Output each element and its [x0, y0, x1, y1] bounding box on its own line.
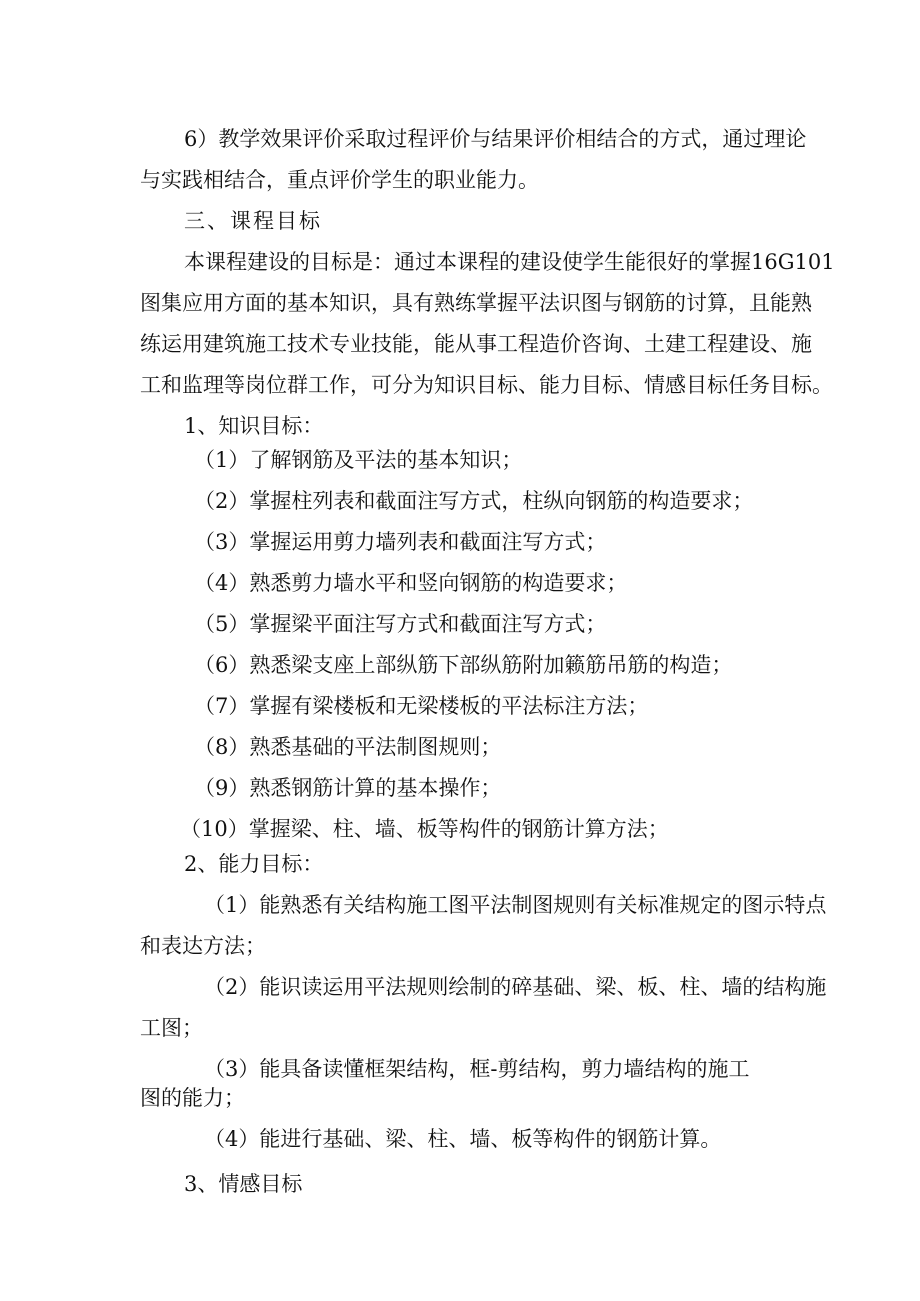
knowledge-item: （4）熟悉剪力墙水平和竖向钢筋的构造要求；	[194, 571, 628, 595]
knowledge-item: （2）掌握柱列表和截面注写方式，柱纵向钢筋的构造要求；	[194, 489, 754, 513]
ability-title: 2、能力目标：	[184, 852, 324, 876]
ability-item-3-line-1: （3）能具备读懂框架结构，框-剪结构，剪力墙结构的施工	[204, 1057, 750, 1081]
paragraph-6-line-2: 与实践相结合，重点评价学生的职业能力。	[140, 168, 539, 192]
intro-line-4: 工和监理等岗位群工作，可分为知识目标、能力目标、情感目标任务目标。	[140, 373, 833, 397]
section-title: 三、课程目标	[184, 209, 322, 233]
knowledge-item: （8）熟悉基础的平法制图规则；	[194, 735, 502, 759]
intro-line-1: 本课程建设的目标是：通过本课程的建设使学生能很好的掌握16G101	[184, 250, 835, 274]
knowledge-title: 1、知识目标：	[184, 414, 324, 438]
intro-line-3: 练运用建筑施工技术专业技能，能从事工程造价咨询、土建工程建设、施	[140, 332, 812, 356]
ability-item-1-line-2: 和表达方法；	[140, 934, 266, 958]
knowledge-item: （1）了解钢筋及平法的基本知识；	[194, 448, 523, 472]
ability-item-3-line-2: 图的能力；	[140, 1086, 245, 1110]
knowledge-item: （5）掌握梁平面注写方式和截面注写方式；	[194, 612, 607, 636]
ability-item-2-line-2: 工图；	[140, 1016, 203, 1040]
intro-line-2: 图集应用方面的基本知识，具有熟练掌握平法识图与钢筋的讨算，且能熟	[140, 291, 812, 315]
paragraph-6-line-1: 6）教学效果评价采取过程评价与结果评价相结合的方式，通过理论	[184, 127, 807, 151]
emotion-title: 3、情感目标	[184, 1172, 303, 1196]
knowledge-item: （10）掌握梁、柱、墙、板等构件的钢筋计算方法；	[180, 817, 669, 841]
knowledge-item: （9）熟悉钢筋计算的基本操作；	[194, 776, 502, 800]
ability-item-1-line-1: （1）能熟悉有关结构施工图平法制图规则有关标准规定的图示特点	[204, 893, 827, 917]
knowledge-item: （6）熟悉梁支座上部纵筋下部纵筋附加籁筋吊筋的构造；	[194, 653, 733, 677]
knowledge-item: （7）掌握有梁楼板和无梁楼板的平法标注方法；	[194, 694, 649, 718]
ability-item-4: （4）能进行基础、梁、柱、墙、板等构件的钢筋计算。	[204, 1127, 722, 1151]
ability-item-2-line-1: （2）能识读运用平法规则绘制的碎基础、梁、板、柱、墙的结构施	[204, 975, 827, 999]
knowledge-item: （3）掌握运用剪力墙列表和截面注写方式；	[194, 530, 607, 554]
